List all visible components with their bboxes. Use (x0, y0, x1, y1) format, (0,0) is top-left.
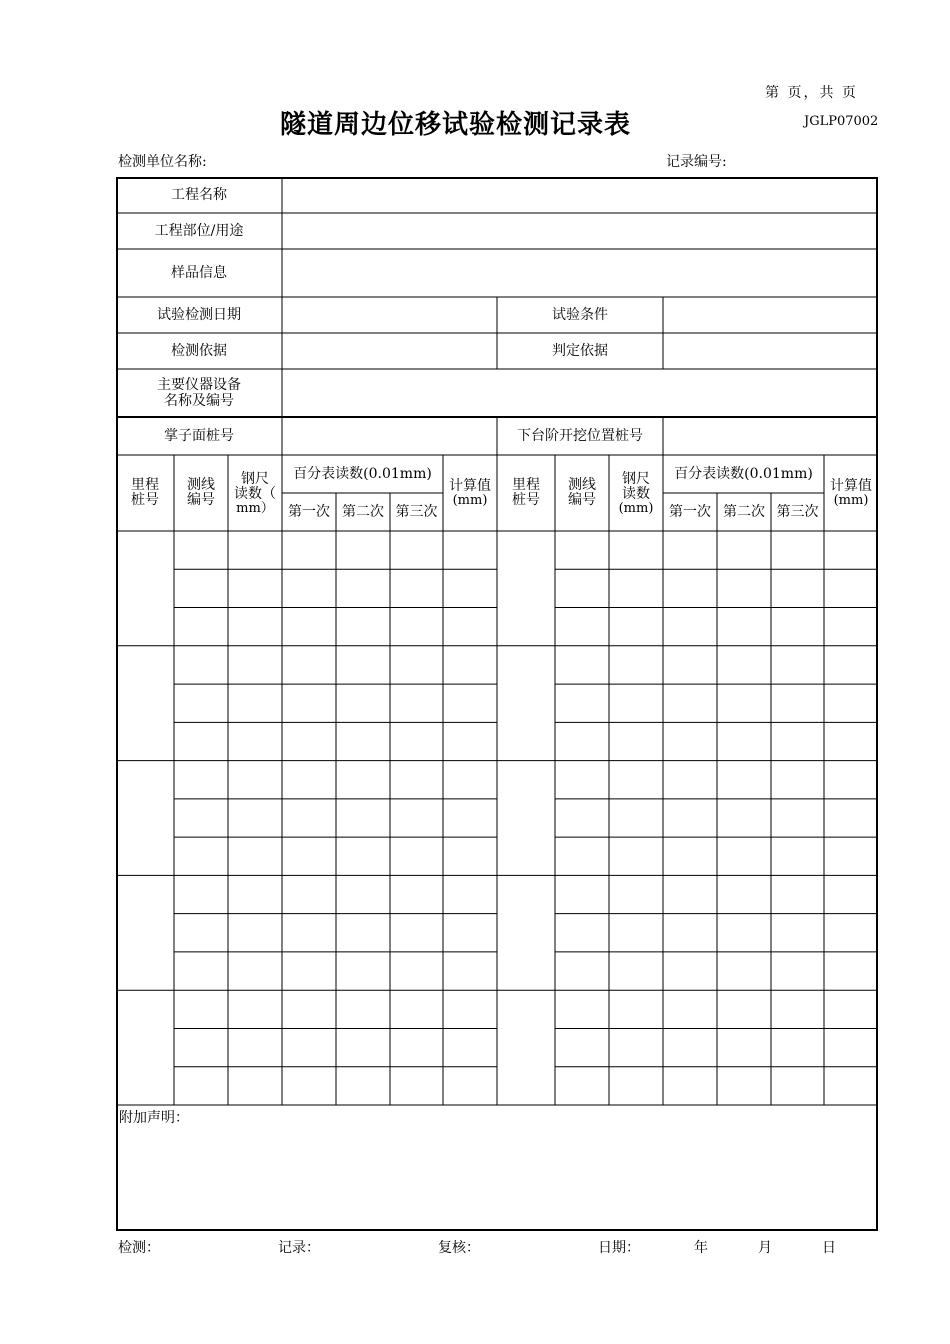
remarks-field[interactable] (116, 1105, 878, 1231)
test-basis-field[interactable] (282, 333, 497, 369)
judgment-basis-field[interactable] (663, 333, 878, 369)
calc-header-left-line2: (mm) (452, 493, 488, 508)
day-label: 日 (822, 1240, 836, 1256)
judgment-basis-label: 判定依据 (552, 342, 608, 359)
ruler-header-left-line3: mm） (236, 500, 274, 516)
remarks-label: 附加声明： (119, 1110, 189, 1126)
calc-header-right-line1: 计算值 (830, 478, 872, 494)
project-part-label: 工程部位/用途 (154, 222, 244, 239)
third-reading-header-right: 第三次 (776, 503, 819, 520)
project-part-field[interactable] (282, 213, 878, 249)
first-reading-header-left: 第一次 (288, 503, 330, 520)
line-header-left-line1: 测线 (187, 477, 215, 493)
ruler-header-right-line3: (mm) (618, 500, 654, 516)
ruler-header-left-line2: 读数（ (234, 485, 276, 502)
month-label: 月 (758, 1240, 772, 1256)
calc-header-right (824, 455, 878, 531)
equipment-label (116, 369, 282, 417)
line-header-right-line1: 测线 (568, 477, 596, 493)
lower-bench-station-label: 下台阶开挖位置桩号 (517, 427, 643, 444)
station-header-left-line2: 桩号 (131, 492, 159, 508)
station-header-right (497, 455, 555, 531)
project-name-label: 工程名称 (171, 186, 227, 203)
equipment-label-line2: 名称及编号 (164, 393, 234, 409)
project-name-field[interactable] (282, 177, 878, 213)
record-number-label: 记录编号: (666, 154, 727, 170)
test-conditions-field[interactable] (663, 297, 878, 333)
station-header-left-line1: 里程 (131, 477, 159, 493)
ruler-header-left (228, 455, 282, 531)
dial-group-header-left: 百分表读数(0.01mm) (293, 465, 432, 482)
date-label: 日期： (598, 1240, 640, 1256)
ruler-header-right-line1: 钢尺 (622, 470, 650, 487)
reviewer-label: 复核： (438, 1240, 480, 1256)
equipment-field[interactable] (282, 369, 878, 417)
calc-header-right-line2: (mm) (833, 493, 869, 508)
test-date-label: 试验检测日期 (157, 306, 241, 323)
page-number-text: 第 页，共 页 (765, 85, 858, 101)
line-header-right (555, 455, 609, 531)
calc-header-left (443, 455, 497, 531)
tester-label: 检测： (118, 1240, 160, 1256)
lower-bench-station-field[interactable] (663, 417, 878, 455)
station-header-right-line1: 里程 (512, 477, 540, 493)
ruler-header-right-line2: 读数 (622, 485, 650, 502)
ruler-header-right (609, 455, 663, 531)
testing-unit-label: 检测单位名称: (118, 154, 207, 170)
station-header-left (116, 455, 174, 531)
calc-header-left-line1: 计算值 (449, 478, 491, 494)
third-reading-header-left: 第三次 (395, 503, 438, 520)
sample-info-label: 样品信息 (171, 264, 227, 281)
dial-group-header-right: 百分表读数(0.01mm) (674, 465, 813, 482)
equipment-label-line1: 主要仪器设备 (157, 377, 241, 393)
page-title: 隧道周边位移试验检测记录表 (280, 110, 632, 140)
year-label: 年 (694, 1240, 708, 1256)
test-date-field[interactable] (282, 297, 497, 333)
station-header-right-line2: 桩号 (512, 492, 540, 508)
face-station-field[interactable] (282, 417, 497, 455)
recorder-label: 记录： (278, 1240, 320, 1256)
sample-info-field[interactable] (282, 249, 878, 297)
line-header-left (174, 455, 228, 531)
line-header-left-line2: 编号 (187, 492, 215, 508)
line-header-right-line2: 编号 (568, 492, 596, 508)
first-reading-header-right: 第一次 (669, 503, 711, 520)
face-station-label: 掌子面桩号 (164, 427, 234, 444)
second-reading-header-left: 第二次 (342, 503, 384, 520)
test-conditions-label: 试验条件 (552, 306, 608, 323)
ruler-header-left-line1: 钢尺 (241, 470, 269, 487)
second-reading-header-right: 第二次 (723, 503, 765, 520)
record-sheet (116, 177, 878, 1231)
form-code: JGLP07002 (804, 114, 879, 129)
test-basis-label: 检测依据 (171, 342, 227, 359)
